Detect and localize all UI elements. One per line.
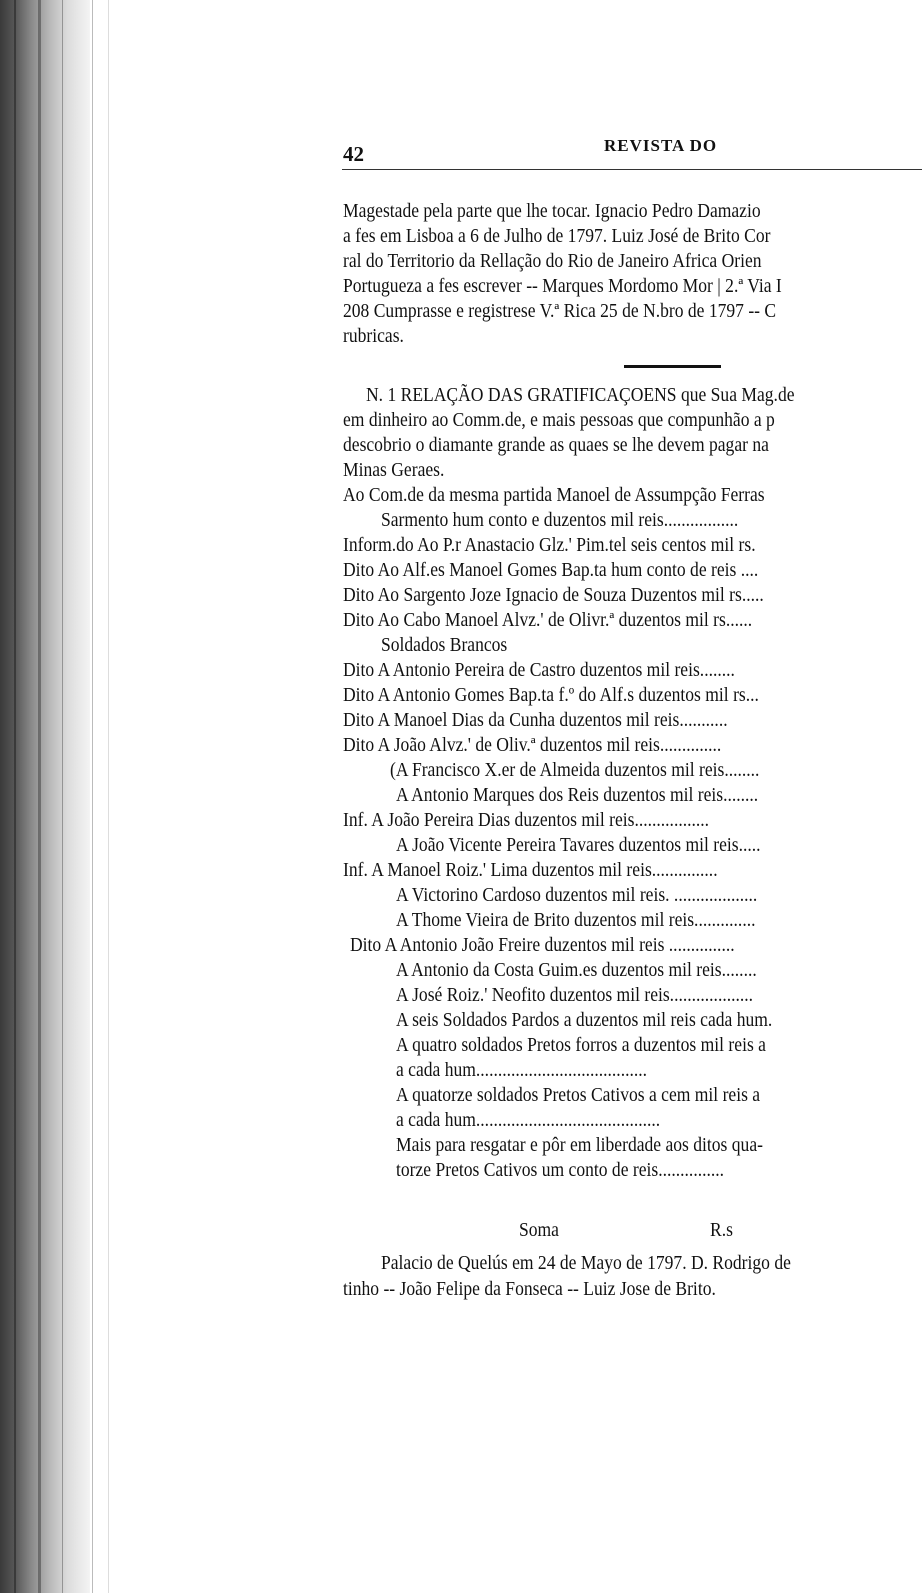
running-title: REVISTA DO (604, 136, 718, 155)
page-edge-line (92, 0, 93, 1593)
relation-entry: Sarmento hum conto e duzentos mil reis................. (381, 510, 739, 531)
relation-entry: Dito A Antonio Gomes Bap.ta f.º do Alf.s duzentos mil rs... (343, 685, 759, 706)
spine-edge-line (14, 0, 16, 1593)
preamble-line: 208 Cumprasse e registrese V.ª Rica 25 de N.bro de 1797 -- C (343, 301, 777, 322)
section-label: Soldados Brancos (381, 635, 508, 656)
relation-entry: A quatorze soldados Pretos Cativos a cem mil reis a (396, 1085, 761, 1106)
relation-entry: A Victorino Cardoso duzentos mil reis. ................... (396, 885, 758, 906)
section-separator (624, 365, 721, 368)
relation-entry: Inf. A João Pereira Dias duzentos mil reis................. (343, 810, 710, 831)
relation-entry: A João Vicente Pereira Tavares duzentos mil reis..... (396, 835, 761, 856)
relation-heading: Minas Geraes. (343, 460, 445, 481)
relation-entry: A Thome Vieira de Brito duzentos mil reis.............. (396, 910, 756, 931)
page-number: 42 (343, 142, 364, 166)
preamble-line: Portugueza a fes escrever -- Marques Mordomo Mor | 2.ª Via I (343, 276, 782, 297)
page-edge-line (108, 0, 109, 1593)
spine-edge-line (62, 0, 63, 1593)
preamble-line: ral do Territorio da Rellação do Rio de Janeiro Africa Orien (343, 251, 762, 272)
relation-entry: Dito Ao Cabo Manoel Alvz.' de Olivr.ª duzentos mil rs...... (343, 610, 753, 631)
preamble-line: Magestade pela parte que lhe tocar. Ignacio Pedro Damazio (343, 201, 761, 222)
relation-heading: N. 1 RELAÇÃO DAS GRATIFICAÇOENS que Sua Mag.de (366, 385, 795, 406)
relation-entry: Inform.do Ao P.r Anastacio Glz.' Pim.tel seis centos mil rs. (343, 535, 756, 556)
book-spine-shadow (0, 0, 90, 1593)
relation-heading: descobrio o diamante grande as quaes se lhe devem pagar na (343, 435, 769, 456)
relation-entry: A Antonio da Costa Guim.es duzentos mil reis........ (396, 960, 757, 981)
sum-label: Soma (519, 1220, 559, 1241)
relation-entry: Dito A Manoel Dias da Cunha duzentos mil reis........... (343, 710, 728, 731)
relation-entry: Inf. A Manoel Roiz.' Lima duzentos mil reis............... (343, 860, 718, 881)
relation-entry: (A Francisco X.er de Almeida duzentos mil reis........ (390, 760, 760, 781)
relation-entry: A quatro soldados Pretos forros a duzentos mil reis a (396, 1035, 766, 1056)
relation-entry: A José Roiz.' Neofito duzentos mil reis................... (396, 985, 754, 1006)
relation-entry: a cada hum....................................... (396, 1060, 648, 1081)
closing-line: Palacio de Quelús em 24 de Mayo de 1797. D. Rodrigo de (381, 1253, 791, 1274)
preamble-line: a fes em Lisboa a 6 de Julho de 1797. Luiz José de Brito Cor (343, 226, 771, 247)
relation-entry: Dito A Antonio João Freire duzentos mil reis ............... (350, 935, 735, 956)
header-rule (342, 169, 922, 170)
sum-currency: R.s (710, 1220, 733, 1241)
relation-entry: Ao Com.de da mesma partida Manoel de Assumpção Ferras (343, 485, 765, 506)
relation-heading: em dinheiro ao Comm.de, e mais pessoas que compunhão a p (343, 410, 775, 431)
relation-entry: Dito Ao Alf.es Manoel Gomes Bap.ta hum conto de reis .... (343, 560, 759, 581)
relation-entry: Dito Ao Sargento Joze Ignacio de Souza Duzentos mil rs..... (343, 585, 764, 606)
relation-entry: a cada hum.......................................... (396, 1110, 661, 1131)
relation-entry: Dito A João Alvz.' de Oliv.ª duzentos mil reis.............. (343, 735, 722, 756)
relation-entry: A Antonio Marques dos Reis duzentos mil reis........ (396, 785, 759, 806)
spine-edge-line (38, 0, 41, 1593)
preamble-line: rubricas. (343, 326, 404, 347)
relation-entry: Mais para resgatar e pôr em liberdade aos ditos qua- (396, 1135, 763, 1156)
relation-entry: A seis Soldados Pardos a duzentos mil reis cada hum. (396, 1010, 773, 1031)
relation-entry: Dito A Antonio Pereira de Castro duzentos mil reis........ (343, 660, 735, 681)
relation-entry: torze Pretos Cativos um conto de reis............... (396, 1160, 725, 1181)
closing-line: tinho -- João Felipe da Fonseca -- Luiz Jose de Brito. (343, 1279, 716, 1300)
